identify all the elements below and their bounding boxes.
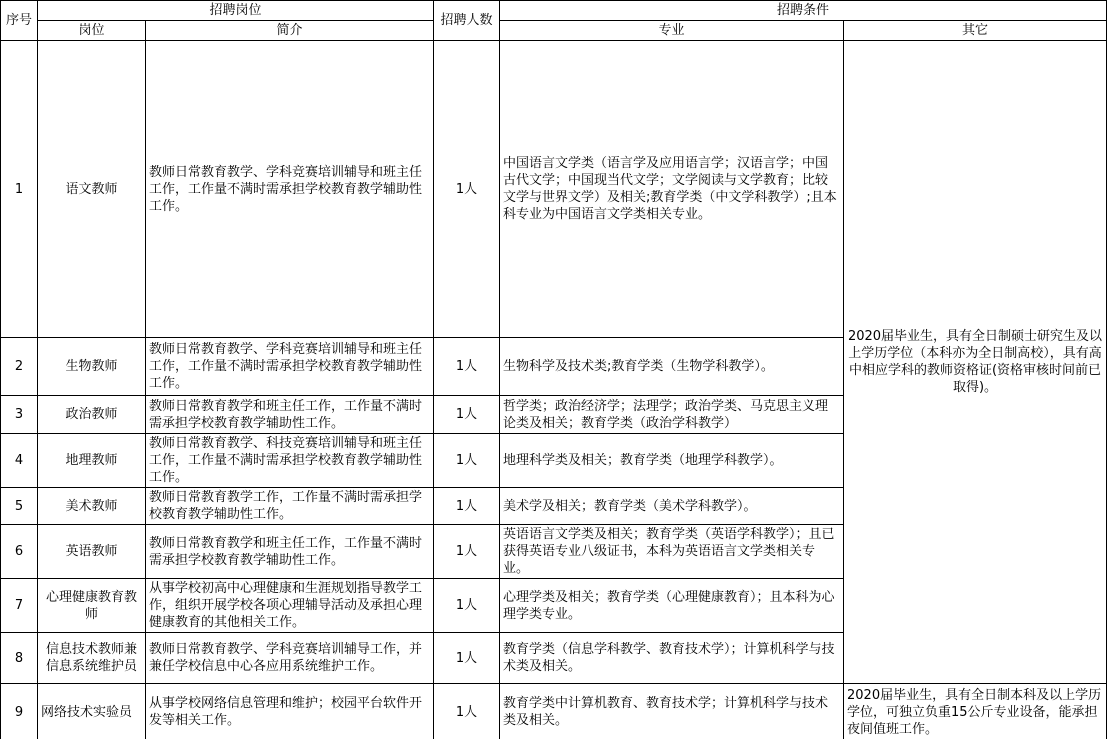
position-cell: 网络技术实验员 xyxy=(38,684,146,739)
position-cell: 政治教师 xyxy=(38,396,146,434)
major-cell: 美术学及相关；教育学类（美术学科教学）。 xyxy=(500,488,844,525)
intro-cell: 从事学校网络信息管理和维护；校园平台软件开发等相关工作。 xyxy=(146,684,434,739)
intro-cell: 教师日常教育教学、学科竞赛培训辅导和班主任工作，工作量不满时需承担学校教育教学辅助性工作。 xyxy=(146,41,434,338)
other-merged-cell: 2020届毕业生，具有全日制硕士研究生及以上学历学位（本科亦为全日制高校），具有高中相应学科的教师资格证(资格审核时间前已取得)。 xyxy=(844,41,1107,684)
count-cell: 1人 xyxy=(434,396,500,434)
header-other: 其它 xyxy=(844,21,1107,41)
position-cell: 英语教师 xyxy=(38,525,146,579)
intro-cell: 教师日常教育教学和班主任工作，工作量不满时需承担学校教育教学辅助性工作。 xyxy=(146,396,434,434)
intro-cell: 教师日常教育教学、学科竞赛培训辅导工作，并兼任学校信息中心各应用系统维护工作。 xyxy=(146,633,434,684)
position-cell: 美术教师 xyxy=(38,488,146,525)
other-last-cell: 2020届毕业生，具有全日制本科及以上学历学位，可独立负重15公斤专业设备，能承担夜间值班工作。 xyxy=(844,684,1107,739)
count-cell: 1人 xyxy=(434,633,500,684)
header-count: 招聘人数 xyxy=(434,1,500,41)
intro-cell: 教师日常教育教学、科技竞赛培训辅导和班主任工作，工作量不满时需承担学校教育教学辅助性工作。 xyxy=(146,434,434,488)
header-conditions-group: 招聘条件 xyxy=(500,1,1107,21)
table-row xyxy=(1,684,1107,739)
major-cell: 生物科学及技术类;教育学类（生物学科教学）。 xyxy=(500,338,844,396)
serial-cell: 9 xyxy=(1,684,38,739)
count-cell: 1人 xyxy=(434,41,500,338)
major-cell: 英语语言文学类及相关；教育学类（英语学科教学）；且已获得英语专业八级证书，本科为英语语言文学类相关专业。 xyxy=(500,525,844,579)
position-cell: 心理健康教育教师 xyxy=(38,579,146,633)
table-header xyxy=(1,1,1107,41)
serial-cell: 5 xyxy=(1,488,38,525)
header-position: 岗位 xyxy=(38,21,146,41)
intro-cell: 从事学校初高中心理健康和生涯规划指导教学工作，组织开展学校各项心理辅导活动及承担心理健康教育的其他相关工作。 xyxy=(146,579,434,633)
serial-cell: 8 xyxy=(1,633,38,684)
major-cell: 心理学类及相关；教育学类（心理健康教育）；且本科为心理学类专业。 xyxy=(500,579,844,633)
count-cell: 1人 xyxy=(434,488,500,525)
position-cell: 语文教师 xyxy=(38,41,146,338)
table-row xyxy=(1,41,1107,338)
header-row-2 xyxy=(1,21,1107,41)
header-major: 专业 xyxy=(500,21,844,41)
serial-cell: 7 xyxy=(1,579,38,633)
position-cell: 生物教师 xyxy=(38,338,146,396)
header-intro: 简介 xyxy=(146,21,434,41)
major-cell: 教育学类（信息学科教学、教育技术学）；计算机科学与技术类及相关。 xyxy=(500,633,844,684)
header-position-group: 招聘岗位 xyxy=(38,1,434,21)
intro-cell: 教师日常教育教学和班主任工作，工作量不满时需承担学校教育教学辅助性工作。 xyxy=(146,525,434,579)
serial-cell: 6 xyxy=(1,525,38,579)
serial-cell: 2 xyxy=(1,338,38,396)
major-cell: 教育学类中计算机教育、教育技术学；计算机科学与技术类及相关。 xyxy=(500,684,844,739)
serial-cell: 3 xyxy=(1,396,38,434)
position-cell: 信息技术教师兼信息系统维护员 xyxy=(38,633,146,684)
serial-cell: 4 xyxy=(1,434,38,488)
major-cell: 哲学类；政治经济学；法理学；政治学类、马克思主义理论类及相关；教育学类（政治学科教学） xyxy=(500,396,844,434)
position-cell: 地理教师 xyxy=(38,434,146,488)
header-serial: 序号 xyxy=(1,1,38,41)
count-cell: 1人 xyxy=(434,684,500,739)
intro-cell: 教师日常教育教学、学科竞赛培训辅导和班主任工作，工作量不满时需承担学校教育教学辅助性工作。 xyxy=(146,338,434,396)
table-body xyxy=(1,41,1107,739)
count-cell: 1人 xyxy=(434,579,500,633)
count-cell: 1人 xyxy=(434,434,500,488)
major-cell: 地理科学类及相关；教育学类（地理学科教学）。 xyxy=(500,434,844,488)
serial-cell: 1 xyxy=(1,41,38,338)
count-cell: 1人 xyxy=(434,525,500,579)
major-cell: 中国语言文学类（语言学及应用语言学；汉语言学；中国古代文学；中国现当代文学；文学阅读与文学教育；比较文学与世界文学）及相关;教育学类（中文学科教学）;且本科专业为中国语言文学类相关专业。 xyxy=(500,41,844,338)
count-cell: 1人 xyxy=(434,338,500,396)
intro-cell: 教师日常教育教学工作，工作量不满时需承担学校教育教学辅助性工作。 xyxy=(146,488,434,525)
header-row-1 xyxy=(1,1,1107,21)
